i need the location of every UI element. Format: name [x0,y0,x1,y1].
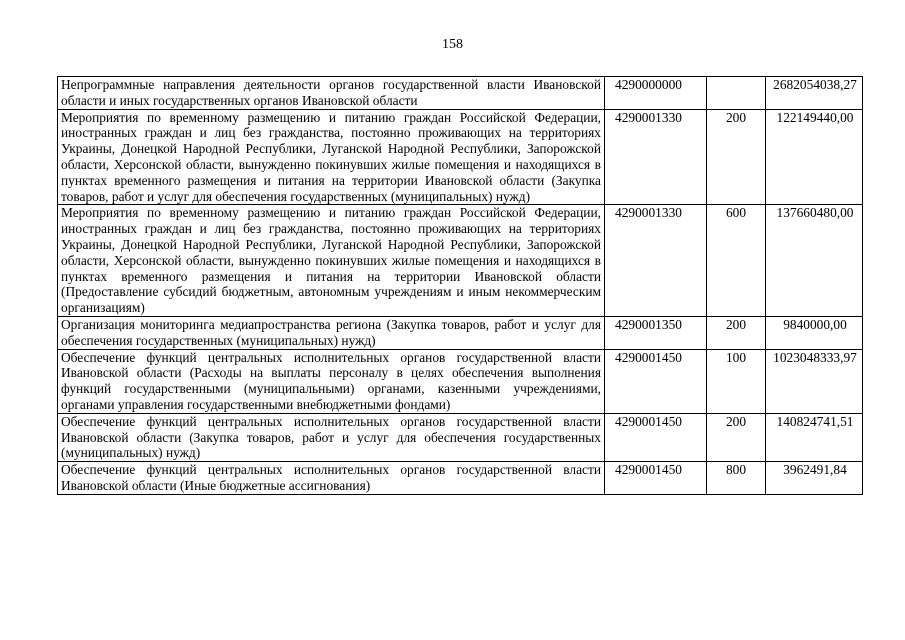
table-row [58,462,863,495]
row-amount-cell: 1023048333,97 [766,349,863,413]
row-target-article-cell: 4290001450 [605,413,707,461]
row-expense-type-cell: 200 [707,109,766,205]
row-expense-type-cell: 200 [707,316,766,349]
row-name-cell: Мероприятия по временному размещению и питанию граждан Российской Федерации, иностранных граждан и лиц без гражданства, постоянно проживающих на территориях Украины, Донецкой Народной Республики, Луганской Народной Республики, Запорожской области, Херсонской области, вынужденно покинувших жилые помещения и находящихся в пунктах временного размещения и питания на территории Ивановской области (Закупка товаров, работ и услуг для обеспечения государственных (муниципальных) нужд) [58,109,605,205]
row-target-article-cell: 4290001330 [605,205,707,317]
row-target-article-cell: 4290001450 [605,349,707,413]
table-row [58,316,863,349]
row-expense-type-cell: 200 [707,413,766,461]
row-expense-type-cell: 800 [707,462,766,495]
row-name-cell: Организация мониторинга медиапространства региона (Закупка товаров, работ и услуг для обеспечения государственных (муниципальных) нужд) [58,316,605,349]
table-row [58,349,863,413]
table-row [58,205,863,317]
row-name-cell: Непрограммные направления деятельности органов государственной власти Ивановской области и иных государственных органов Ивановской области [58,77,605,110]
row-amount-cell: 3962491,84 [766,462,863,495]
row-target-article-cell: 4290001330 [605,109,707,205]
row-amount-cell: 140824741,51 [766,413,863,461]
row-name-cell: Мероприятия по временному размещению и питанию граждан Российской Федерации, иностранных граждан и лиц без гражданства, постоянно проживающих на территориях Украины, Донецкой Народной Республики, Луганской Народной Республики, Запорожской области, Херсонской области, вынужденно покинувших жилые помещения и находящихся в пунктах временного размещения и питания на территории Ивановской области (Предоставление субсидий бюджетным, автономным учреждениям и иным некоммерческим организациям) [58,205,605,317]
row-amount-cell: 137660480,00 [766,205,863,317]
row-target-article-cell: 4290001350 [605,316,707,349]
budget-table [57,76,863,495]
table-row [58,413,863,461]
table-row [58,109,863,205]
row-amount-cell: 122149440,00 [766,109,863,205]
row-name-cell: Обеспечение функций центральных исполнительных органов государственной власти Ивановской области (Расходы на выплаты персоналу в целях обеспечения выполнения функций государственными (муниципальными) органами, казенными учреждениями, органами управления государственными внебюджетными фондами) [58,349,605,413]
row-name-cell: Обеспечение функций центральных исполнительных органов государственной власти Ивановской области (Иные бюджетные ассигнования) [58,462,605,495]
row-name-cell: Обеспечение функций центральных исполнительных органов государственной власти Ивановской области (Закупка товаров, работ и услуг для обеспечения государственных (муниципальных) нужд) [58,413,605,461]
row-target-article-cell: 4290001450 [605,462,707,495]
row-expense-type-cell: 100 [707,349,766,413]
row-expense-type-cell: 600 [707,205,766,317]
table-row [58,77,863,110]
row-amount-cell: 2682054038,27 [766,77,863,110]
row-expense-type-cell [707,77,766,110]
row-amount-cell: 9840000,00 [766,316,863,349]
page-number: 158 [442,37,463,52]
row-target-article-cell: 4290000000 [605,77,707,110]
